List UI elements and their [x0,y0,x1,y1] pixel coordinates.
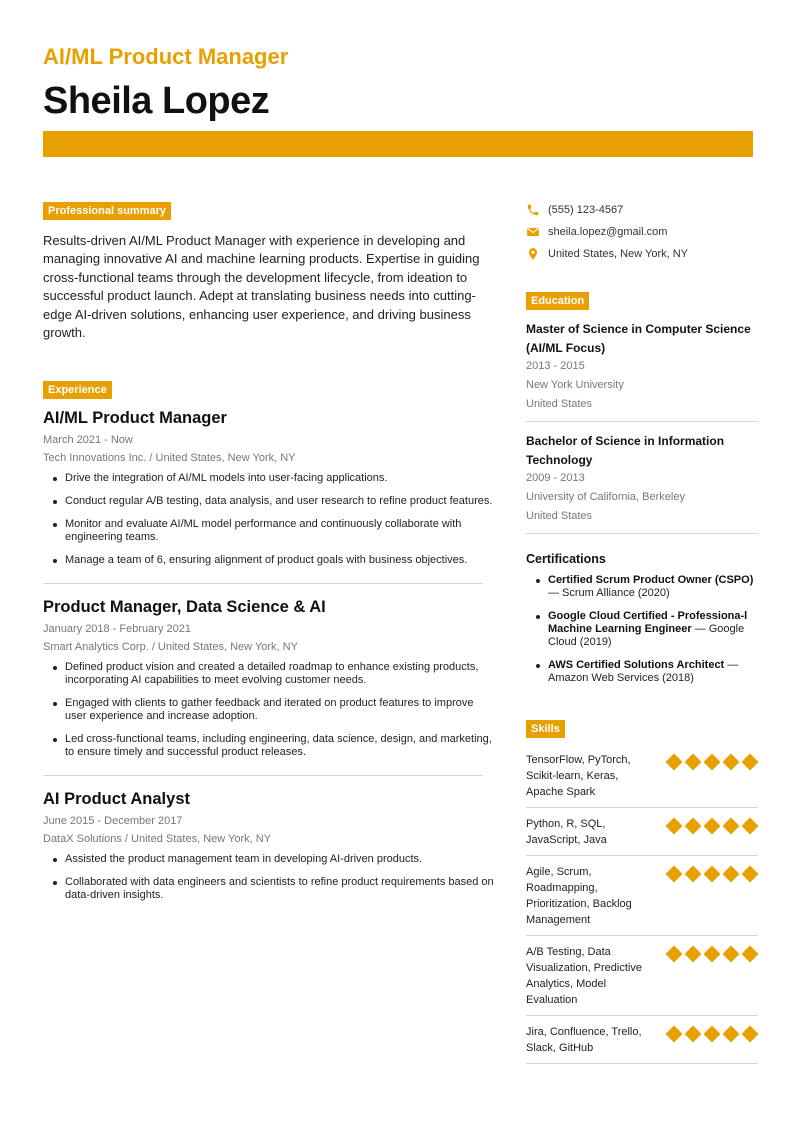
job-bullet: Engaged with clients to gather feedback and iterated on product features to improve user experience and increase adoption. [65,697,495,723]
certification-name: Certified Scrum Product Owner (CSPO) [548,574,754,586]
skill-row [526,856,758,936]
education-country: United States [526,398,593,410]
job-divider [43,775,483,776]
rating-diamond-icon [666,1026,683,1043]
rating-diamond-icon [723,946,740,963]
rating-diamond-icon [704,754,721,771]
contact-email[interactable] [526,221,758,243]
rating-diamond-icon [704,866,721,883]
job-title: AI Product Analyst [43,790,190,809]
rating-diamond-icon [742,754,759,771]
certification-issuer: — Google Cloud (2019) [548,623,745,648]
rating-diamond-icon [742,866,759,883]
sidebar-column [526,199,758,1064]
rating-diamond-icon [685,866,702,883]
job-dates: March 2021 - Now [43,434,133,447]
job-entry [43,598,495,759]
phone-text: (555) 123-4567 [548,204,624,216]
certification-item [548,610,758,649]
education-school: New York University [526,379,624,391]
main-column [43,201,495,912]
education-heading: Education [526,292,589,310]
experience-heading: Experience [43,381,112,399]
rating-diamond-icon [723,754,740,771]
job-entry [43,409,495,567]
education-school: University of California, Berkeley [526,491,685,503]
skill-rating [666,864,758,882]
header-accent-bar [43,131,753,157]
education-entry [526,320,758,414]
email-icon [526,225,540,239]
job-bullet: Manage a team of 6, ensuring alignment of product goals with business objectives. [65,554,495,567]
job-company: Tech Innovations Inc. / United States, New York, NY [43,452,296,465]
education-divider [526,533,758,534]
job-dates: June 2015 - December 2017 [43,815,183,828]
skill-row [526,744,758,808]
skill-row [526,808,758,856]
education-entry [526,432,758,526]
skill-label: Agile, Scrum, Roadmapping, Prioritization, Backlog Management [526,866,632,926]
job-bullet: Led cross-functional teams, including engineering, data science, design, and marketing, to ensure timely and successful product releases. [65,733,495,759]
job-title: Product Manager, Data Science & AI [43,598,326,617]
rating-diamond-icon [742,818,759,835]
location-text: United States, New York, NY [548,248,689,260]
rating-diamond-icon [685,1026,702,1043]
rating-diamond-icon [742,946,759,963]
job-entry [43,790,495,902]
skill-row [526,936,758,1016]
certifications-heading: Certifications [526,552,606,566]
certification-issuer: — Scrum Alliance (2020) [548,587,670,599]
rating-diamond-icon [723,1026,740,1043]
skill-label: Jira, Confluence, Trello, Slack, GitHub [526,1026,642,1054]
certification-item [548,574,758,600]
summary-heading: Professional summary [43,202,171,220]
resume-role-title: AI/ML Product Manager [43,44,289,69]
candidate-name: Sheila Lopez [43,80,270,122]
degree-name: Master of Science in Computer Science (AI/ML Focus) [526,322,751,355]
education-divider [526,421,758,422]
job-bullets [65,472,495,567]
job-title: AI/ML Product Manager [43,409,227,428]
email-text: sheila.lopez@gmail.com [548,226,668,238]
rating-diamond-icon [704,818,721,835]
certification-name: Google Cloud Certified - Professiona-l Machine Learning Engineer [548,610,748,635]
rating-diamond-icon [685,946,702,963]
job-company: DataX Solutions / United States, New York, NY [43,833,272,846]
job-bullet: Drive the integration of AI/ML models into user-facing applications. [65,472,495,485]
rating-diamond-icon [666,866,683,883]
certifications-list [548,574,758,685]
skill-rating [666,1024,758,1042]
rating-diamond-icon [685,754,702,771]
skill-label: A/B Testing, Data Visualization, Predictive Analytics, Model Evaluation [526,946,642,1006]
phone-icon [526,203,540,217]
summary-text: Results-driven AI/ML Product Manager with experience in developing and managing innovative AI and machine learning products. Expertise in guiding cross-functional teams through the development lifecycle, from ideation to successful product launch. Adept at translating business needs into cutting-edge AI-driven solutions, enhancing user experience, and driving business growth. [43,233,480,341]
location-pin-icon [526,247,540,261]
job-divider [43,583,483,584]
rating-diamond-icon [666,754,683,771]
rating-diamond-icon [723,866,740,883]
skill-row [526,1016,758,1064]
rating-diamond-icon [723,818,740,835]
contact-phone[interactable] [526,199,758,221]
job-bullets [65,661,495,759]
skill-label: TensorFlow, PyTorch, Scikit-learn, Keras, Apache Spark [526,754,631,798]
rating-diamond-icon [666,946,683,963]
rating-diamond-icon [704,1026,721,1043]
job-bullet: Monitor and evaluate AI/ML model performance and continuously collaborate with engineering teams. [65,518,495,544]
education-years: 2009 - 2013 [526,472,585,484]
job-bullets [65,853,495,902]
job-bullet: Conduct regular A/B testing, data analysis, and user research to refine product features. [65,495,495,508]
skills-list [526,744,758,1064]
degree-name: Bachelor of Science in Information Technology [526,434,725,467]
education-country: United States [526,510,593,522]
job-dates: January 2018 - February 2021 [43,623,191,636]
rating-diamond-icon [742,1026,759,1043]
contact-location [526,243,758,265]
rating-diamond-icon [666,818,683,835]
skill-rating [666,752,758,770]
rating-diamond-icon [704,946,721,963]
skill-rating [666,944,758,962]
certification-item [548,659,758,685]
job-bullet: Collaborated with data engineers and scientists to refine product requirements based on data-driven insights. [65,876,494,902]
skill-rating [666,816,758,834]
skill-label: Python, R, SQL, JavaScript, Java [526,818,607,846]
job-bullet: Assisted the product management team in developing AI-driven products. [65,853,495,866]
certification-name: AWS Certified Solutions Architect [548,659,725,671]
job-company: Smart Analytics Corp. / United States, New York, NY [43,641,298,654]
job-bullet: Defined product vision and created a detailed roadmap to enhance existing products, incorporating AI capabilities to meet evolving customer needs. [65,661,495,687]
skills-heading: Skills [526,720,565,738]
certification-issuer: — Amazon Web Services (2018) [548,659,739,684]
education-years: 2013 - 2015 [526,360,585,372]
rating-diamond-icon [685,818,702,835]
